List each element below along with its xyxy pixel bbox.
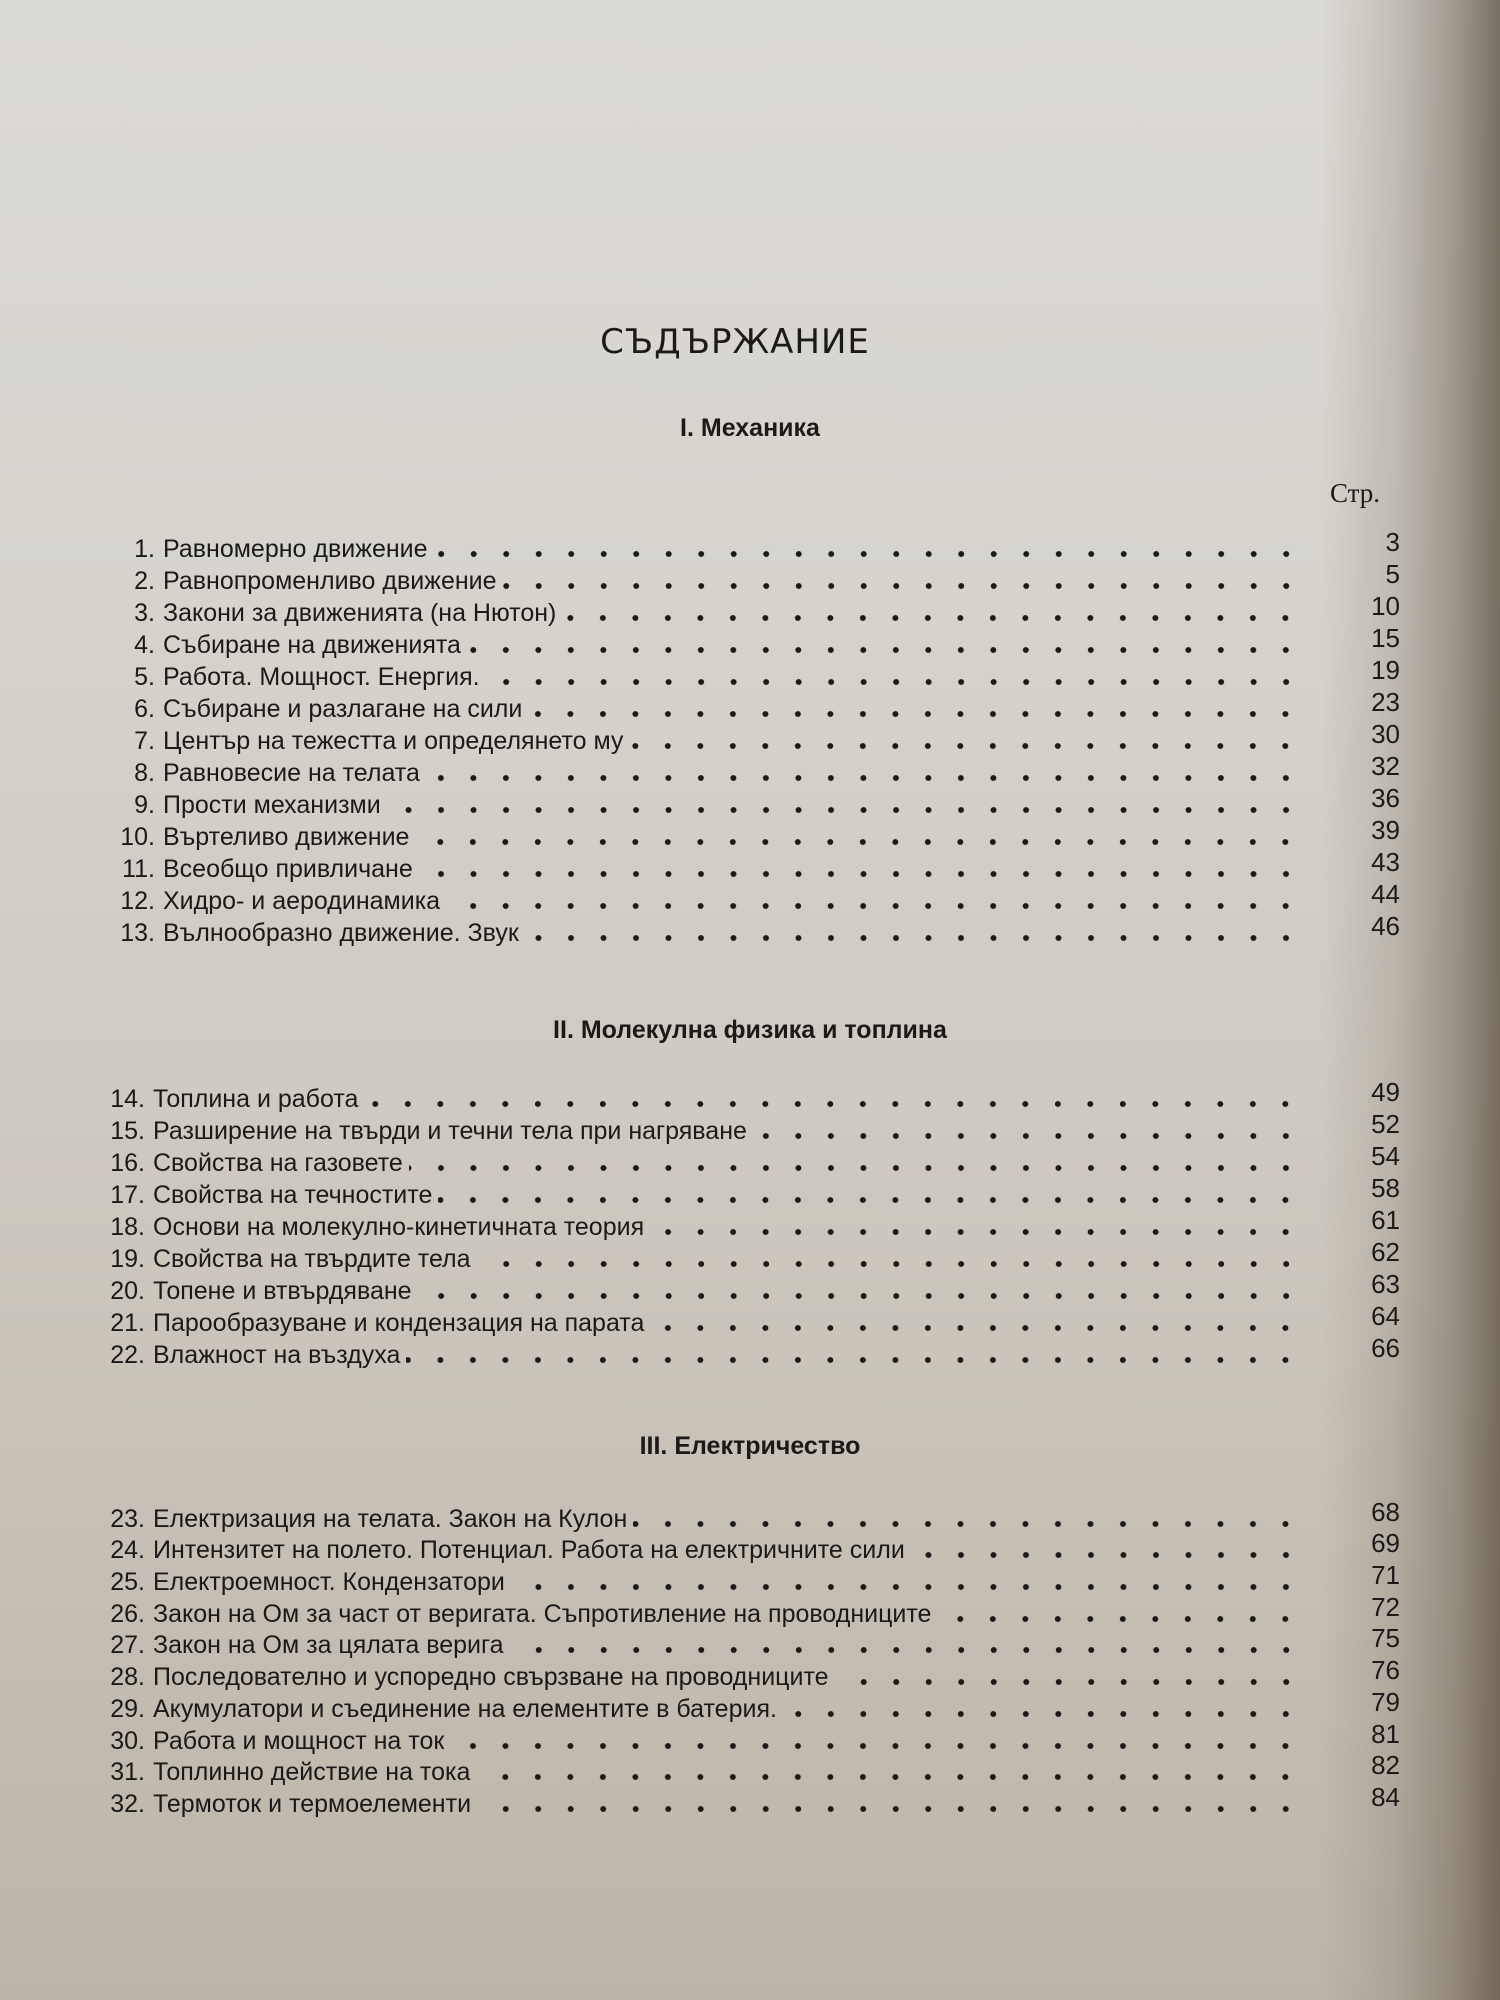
toc-entry [0, 1718, 1500, 1756]
dot-leader [364, 1094, 1302, 1114]
dot-leader [406, 1350, 1302, 1370]
dot-leader [486, 672, 1302, 692]
entry-page-number: 84 [1371, 1781, 1400, 1812]
entry-page-number: 71 [1371, 1560, 1400, 1591]
entry-number: 14. [110, 1085, 145, 1113]
entry-page-number: 30 [1371, 719, 1400, 749]
entry-number: 22. [110, 1341, 145, 1369]
entry-number: 31. [110, 1758, 145, 1787]
toc-section-mechanics [0, 527, 1500, 948]
entry-title: Събиране на движенията [163, 631, 461, 659]
entry-title: Топене и втвърдяване [153, 1277, 412, 1305]
dot-leader [562, 608, 1302, 628]
entry-page-number: 64 [1371, 1301, 1400, 1331]
entry-page-number: 3 [1385, 527, 1400, 557]
toc-entry [0, 527, 1500, 564]
toc-entry [0, 815, 1500, 852]
dot-leader [450, 1736, 1302, 1756]
entry-title: Всеобщо привличане [163, 855, 413, 883]
entry-number: 2. [134, 567, 155, 595]
entry-page-number: 82 [1371, 1750, 1400, 1781]
entry-number: 21. [110, 1309, 145, 1337]
dot-leader [633, 1514, 1302, 1534]
toc-entry [0, 1750, 1500, 1788]
entry-number: 23. [110, 1504, 145, 1533]
entry-page-number: 36 [1371, 783, 1400, 813]
toc-entry [0, 1205, 1500, 1242]
toc-section-electricity [0, 1496, 1500, 1819]
dot-leader [835, 1672, 1302, 1692]
dot-leader [409, 1158, 1302, 1178]
dot-leader [477, 1254, 1302, 1274]
dot-leader [937, 1609, 1302, 1629]
entry-title: Закон на Ом за част от веригата. Съпротивление на проводниците [153, 1599, 932, 1628]
entry-title: Електризация на телата. Закон на Кулон [153, 1504, 628, 1533]
dot-leader [426, 768, 1302, 788]
entry-number: 25. [110, 1568, 145, 1597]
dot-leader [434, 544, 1302, 564]
dot-leader [415, 832, 1302, 852]
entry-number: 13. [120, 919, 155, 947]
entry-page-number: 61 [1371, 1205, 1400, 1235]
toc-entry [0, 591, 1500, 628]
entry-page-number: 49 [1371, 1077, 1400, 1107]
toc-entry [0, 1496, 1500, 1534]
dot-leader [418, 1286, 1302, 1306]
toc-entry [0, 1528, 1500, 1566]
toc-entry [0, 623, 1500, 660]
entry-title: Последователно и успоредно свързване на проводниците [153, 1663, 829, 1692]
entry-number: 30. [110, 1726, 145, 1755]
section-heading-molecular-physics: II. Молекулна физика и топлина [553, 1016, 947, 1044]
entry-number: 17. [110, 1181, 145, 1209]
entry-page-number: 66 [1371, 1333, 1400, 1363]
entry-title: Топлинно действие на тока [153, 1758, 471, 1787]
section-heading-mechanics: I. Механика [680, 414, 820, 442]
toc-entry [0, 1237, 1500, 1274]
toc-entry [0, 655, 1500, 692]
entry-page-number: 10 [1371, 591, 1400, 621]
entry-title: Влажност на въздуха [153, 1341, 401, 1369]
entry-title: Електроемност. Кондензатори [153, 1568, 505, 1597]
entry-title: Разширение на твърди и течни тела при нагряване [153, 1117, 747, 1145]
page-column-label: Стр. [1330, 478, 1381, 508]
toc-entry [0, 911, 1500, 948]
entry-number: 3. [134, 599, 155, 627]
entry-page-number: 58 [1371, 1173, 1400, 1203]
dot-leader [419, 864, 1302, 884]
entry-page-number: 81 [1371, 1718, 1400, 1749]
entry-title: Закони за движенията (на Нютон) [163, 599, 557, 627]
dot-leader [438, 1190, 1302, 1210]
toc-entry [0, 1781, 1500, 1819]
entry-title: Парообразуване и кондензация на парата [153, 1309, 645, 1337]
toc-entry [0, 1560, 1500, 1597]
entry-number: 1. [134, 535, 155, 563]
dot-leader [650, 1222, 1302, 1242]
toc-entry [0, 1109, 1500, 1146]
entry-page-number: 75 [1371, 1623, 1400, 1654]
entry-page-number: 63 [1371, 1269, 1400, 1299]
entry-page-number: 46 [1371, 911, 1400, 941]
entry-number: 6. [134, 695, 155, 723]
toc-entry [0, 559, 1500, 596]
entry-number: 27. [110, 1631, 145, 1660]
toc-entry [0, 1269, 1500, 1306]
entry-title: Термоток и термоелементи [153, 1789, 472, 1818]
dot-leader [525, 928, 1302, 948]
entry-page-number: 23 [1371, 687, 1400, 717]
entry-number: 11. [122, 855, 155, 883]
dot-leader [446, 896, 1302, 916]
entry-page-number: 68 [1371, 1496, 1400, 1527]
entry-number: 26. [110, 1599, 145, 1628]
toc-entry [0, 783, 1500, 820]
toc-entry [0, 1686, 1500, 1724]
entry-page-number: 43 [1371, 847, 1400, 877]
toc-entry [0, 879, 1500, 916]
dot-leader [387, 800, 1302, 820]
entry-number: 32. [110, 1789, 145, 1818]
page-title: СЪДЪРЖАНИЕ [600, 322, 870, 362]
entry-number: 20. [110, 1277, 145, 1305]
entry-title: Равномерно движение [163, 535, 428, 563]
entry-title: Основи на молекулно-кинетичната теория [153, 1213, 645, 1241]
entry-title: Свойства на твърдите тела [153, 1245, 471, 1273]
toc-entry [0, 1141, 1500, 1178]
toc-entry [0, 847, 1500, 884]
entry-number: 24. [110, 1536, 145, 1565]
entry-title: Закон на Ом за цялата верига [153, 1631, 504, 1660]
dot-leader [911, 1545, 1302, 1565]
entry-page-number: 52 [1371, 1109, 1400, 1139]
entry-page-number: 72 [1371, 1591, 1400, 1622]
entry-title: Работа. Мощност. Енергия. [163, 663, 480, 691]
dot-leader [753, 1126, 1302, 1146]
dot-leader [629, 736, 1302, 756]
toc-entry [0, 1077, 1500, 1114]
entry-page-number: 15 [1371, 623, 1400, 653]
dot-leader [511, 1577, 1302, 1597]
toc-entry [0, 1301, 1500, 1338]
entry-number: 18. [110, 1213, 145, 1241]
toc-entry [0, 1173, 1500, 1210]
entry-page-number: 79 [1371, 1686, 1400, 1717]
dot-leader [503, 576, 1302, 596]
entry-title: Свойства на течностите [153, 1181, 433, 1209]
dot-leader [783, 1704, 1302, 1724]
entry-title: Прости механизми [163, 791, 381, 819]
dot-leader [467, 640, 1302, 660]
entry-number: 15. [110, 1117, 145, 1145]
entry-number: 5. [134, 663, 155, 691]
entry-title: Акумулатори и съединение на елементите в батерия. [153, 1694, 777, 1723]
entry-title: Работа и мощност на ток [153, 1726, 445, 1755]
entry-number: 8. [134, 759, 155, 787]
entry-page-number: 39 [1371, 815, 1400, 845]
entry-number: 16. [110, 1149, 145, 1177]
entry-title: Равнопроменливо движение [163, 567, 497, 595]
entry-page-number: 76 [1371, 1655, 1400, 1686]
toc-entry [0, 1655, 1500, 1692]
entry-number: 7. [134, 727, 155, 755]
section-heading-electricity: III. Електричество [639, 1432, 861, 1460]
toc-entry [0, 687, 1500, 724]
toc-entry [0, 1623, 1500, 1661]
dot-leader [510, 1640, 1303, 1660]
entry-page-number: 54 [1371, 1141, 1400, 1171]
entry-title: Равновесие на телата [163, 759, 420, 787]
entry-page-number: 44 [1371, 879, 1400, 909]
entry-title: Въртеливо движение [163, 823, 410, 851]
toc-entry [0, 1333, 1500, 1370]
entry-title: Свойства на газовете [153, 1149, 403, 1177]
dot-leader [528, 704, 1302, 724]
dot-leader [477, 1799, 1302, 1819]
entry-title: Вълнообразно движение. Звук [163, 919, 519, 947]
toc-entry [0, 1591, 1500, 1629]
entry-number: 19. [110, 1245, 145, 1273]
entry-title: Център на тежестта и определянето му [163, 727, 624, 755]
entry-page-number: 32 [1371, 751, 1400, 781]
entry-number: 9. [134, 791, 155, 819]
entry-title: Топлина и работа [153, 1085, 359, 1113]
entry-number: 4. [134, 631, 155, 659]
entry-title: Интензитет на полето. Потенциал. Работа на електричните сили [153, 1536, 905, 1565]
dot-leader [476, 1767, 1302, 1787]
entry-page-number: 5 [1385, 559, 1400, 589]
entry-title: Събиране и разлагане на сили [163, 695, 523, 723]
toc-entry [0, 751, 1500, 788]
dot-leader [650, 1318, 1302, 1338]
entry-number: 28. [110, 1663, 145, 1692]
entry-page-number: 69 [1371, 1528, 1400, 1559]
entry-page-number: 19 [1371, 655, 1400, 685]
toc-entry [0, 719, 1500, 756]
entry-number: 12. [120, 887, 155, 915]
toc-section-molecular-physics [0, 1077, 1500, 1370]
entry-title: Хидро- и аеродинамика [163, 887, 441, 915]
entry-page-number: 62 [1371, 1237, 1400, 1267]
entry-number: 29. [110, 1694, 145, 1723]
entry-number: 10. [120, 823, 155, 851]
